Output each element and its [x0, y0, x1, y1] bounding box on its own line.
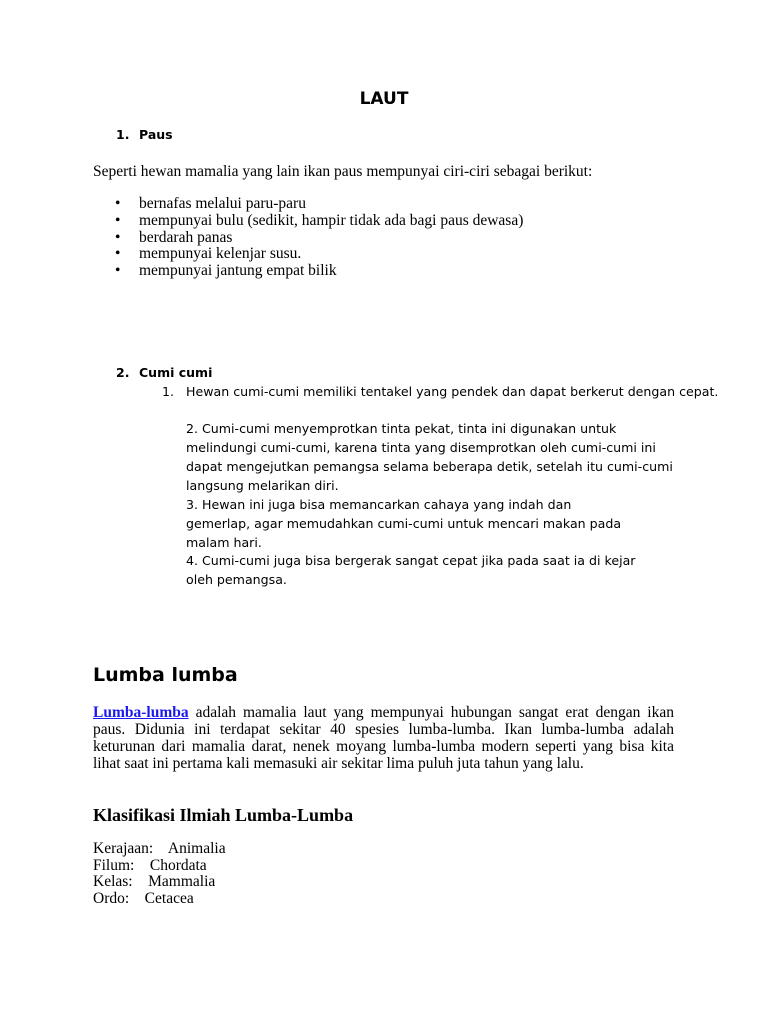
section-heading-cumi: Cumi cumi: [139, 365, 213, 380]
list-item-text: mempunyai jantung empat bilik: [139, 262, 337, 280]
list-item-text: berdarah panas: [139, 228, 233, 246]
klasifikasi-heading: Klasifikasi Ilmiah Lumba-Lumba: [93, 805, 354, 825]
cumi-paragraph: 2. Cumi-cumi menyemprotkan tinta pekat, tinta ini digunakan untuk melindungi cumi-cumi, karena tinta yang disemprotkan oleh cumi-cumi ini dapat mengejutkan pemangsa selama beberapa detik, setelah itu cumi-cumi langsung melarikan diri.: [186, 421, 673, 493]
section-heading-paus: Paus: [139, 127, 173, 142]
klasifikasi-value: Chordata: [149, 856, 207, 874]
bullet-icon: •: [115, 195, 121, 212]
klasifikasi-row: [93, 891, 226, 908]
list-item-text: mempunyai bulu (sedikit, hampir tidak ada bagi paus dewasa): [139, 211, 524, 229]
section-number-cumi: 2.: [116, 365, 130, 380]
cumi-paragraph: 4. Cumi-cumi juga bisa bergerak sangat cepat jika pada saat ia di kejar oleh pemangsa.: [186, 553, 636, 587]
klasifikasi-label: Ordo:: [93, 889, 130, 907]
document-title: LAUT: [359, 89, 409, 109]
bullet-icon: •: [115, 211, 121, 229]
klasifikasi-value: Cetacea: [144, 889, 194, 907]
lumba-paragraph: [93, 704, 674, 772]
cumi-paragraph: 3. Hewan ini juga bisa memancarkan cahaya yang indah dan gemerlap, agar memudahkan cumi-cumi untuk mencari makan pada malam hari.: [186, 497, 622, 550]
bullet-icon: •: [115, 245, 121, 263]
cumi-item-number: 1.: [162, 384, 175, 399]
klasifikasi-list: [93, 841, 226, 907]
lumba-heading: Lumba lumba: [93, 664, 238, 686]
klasifikasi-label: Kerajaan:: [93, 840, 154, 857]
klasifikasi-row: [93, 858, 226, 875]
klasifikasi-value: Animalia: [167, 840, 226, 857]
list-item-text: bernafas melalui paru-paru: [139, 195, 306, 212]
list-item: [115, 230, 523, 247]
klasifikasi-label: Filum:: [93, 856, 135, 874]
bullet-icon: •: [115, 262, 121, 280]
list-item: [115, 213, 523, 230]
cumi-item-text: Hewan cumi-cumi memiliki tentakel yang pendek dan dapat berkerut dengan cepat.: [186, 384, 719, 399]
lumba-paragraph-text: adalah mamalia laut yang mempunyai hubungan sangat erat dengan ikan paus. Didunia ini terdapat sekitar 40 spesies lumba-lumba. Ikan lumba-lumba adalah keturunan dari mamalia darat, nenek moyang lumba-lumba modern seperti yang bisa kita lihat saat ini pertama kali memasuki air sekitar lima puluh juta tahun yang lalu.: [93, 704, 674, 772]
paus-bullet-list: [115, 196, 523, 280]
list-item: [115, 196, 523, 213]
lumba-link[interactable]: Lumba-lumba: [93, 704, 189, 721]
klasifikasi-row: [93, 841, 226, 858]
list-item-text: mempunyai kelenjar susu.: [139, 245, 302, 263]
klasifikasi-row: [93, 874, 226, 891]
paus-intro-text: Seperti hewan mamalia yang lain ikan paus mempunyai ciri-ciri sebagai berikut:: [93, 163, 593, 180]
list-item: [115, 246, 523, 263]
klasifikasi-value: Mammalia: [148, 873, 216, 890]
list-item: [115, 263, 523, 280]
bullet-icon: •: [115, 228, 121, 246]
klasifikasi-label: Kelas:: [93, 873, 133, 890]
section-number-paus: 1.: [116, 127, 130, 142]
